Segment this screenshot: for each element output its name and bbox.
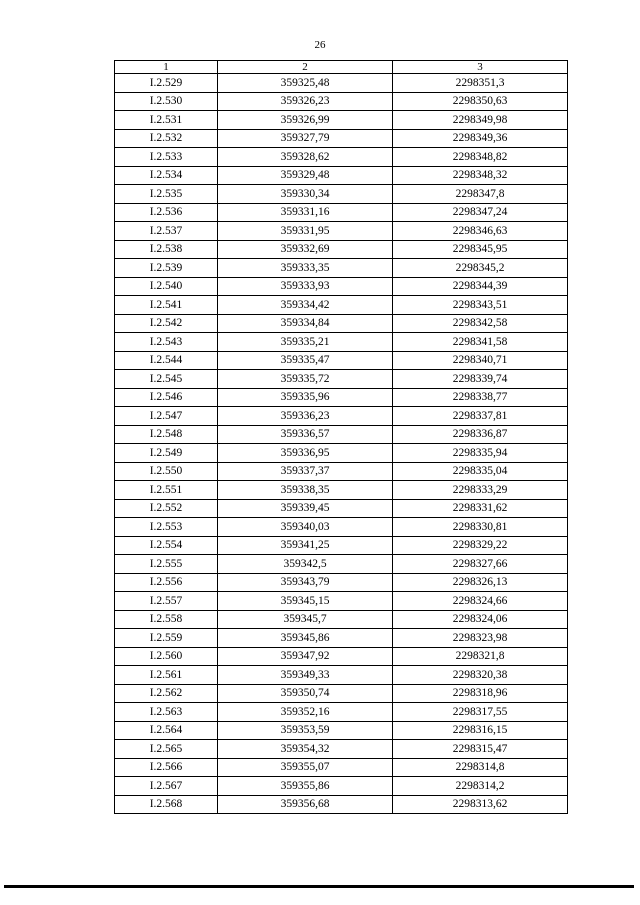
- x-coordinate-cell: 359335,21: [218, 333, 393, 352]
- x-coordinate-cell: 359345,86: [218, 629, 393, 648]
- x-coordinate-cell: 359331,16: [218, 203, 393, 222]
- table-row: [115, 518, 568, 537]
- x-coordinate-cell: 359326,23: [218, 92, 393, 111]
- table-row: [115, 166, 568, 185]
- point-id-cell: I.2.534: [115, 166, 218, 185]
- table-row: [115, 111, 568, 130]
- y-coordinate-cell: 2298331,62: [393, 499, 568, 518]
- x-coordinate-cell: 359334,42: [218, 296, 393, 315]
- column-header-point: 1: [115, 61, 218, 74]
- y-coordinate-cell: 2298349,98: [393, 111, 568, 130]
- y-coordinate-cell: 2298324,06: [393, 610, 568, 629]
- point-id-cell: I.2.568: [115, 795, 218, 814]
- x-coordinate-cell: 359353,59: [218, 721, 393, 740]
- y-coordinate-cell: 2298315,47: [393, 740, 568, 759]
- point-id-cell: I.2.536: [115, 203, 218, 222]
- point-id-cell: I.2.563: [115, 703, 218, 722]
- y-coordinate-cell: 2298317,55: [393, 703, 568, 722]
- point-id-cell: I.2.535: [115, 185, 218, 204]
- y-coordinate-cell: 2298351,3: [393, 74, 568, 93]
- table-row: [115, 296, 568, 315]
- y-coordinate-cell: 2298314,2: [393, 777, 568, 796]
- table-header: [115, 61, 568, 74]
- point-id-cell: I.2.546: [115, 388, 218, 407]
- point-id-cell: I.2.554: [115, 536, 218, 555]
- y-coordinate-cell: 2298348,32: [393, 166, 568, 185]
- y-coordinate-cell: 2298316,15: [393, 721, 568, 740]
- table-row: [115, 721, 568, 740]
- x-coordinate-cell: 359345,7: [218, 610, 393, 629]
- y-coordinate-cell: 2298350,63: [393, 92, 568, 111]
- table-row: [115, 185, 568, 204]
- table-row: [115, 777, 568, 796]
- y-coordinate-cell: 2298318,96: [393, 684, 568, 703]
- table-row: [115, 666, 568, 685]
- x-coordinate-cell: 359329,48: [218, 166, 393, 185]
- table-row: [115, 610, 568, 629]
- y-coordinate-cell: 2298329,22: [393, 536, 568, 555]
- point-id-cell: I.2.557: [115, 592, 218, 611]
- x-coordinate-cell: 359335,96: [218, 388, 393, 407]
- table-row: [115, 499, 568, 518]
- y-coordinate-cell: 2298342,58: [393, 314, 568, 333]
- y-coordinate-cell: 2298347,24: [393, 203, 568, 222]
- point-id-cell: I.2.531: [115, 111, 218, 130]
- table-row: [115, 684, 568, 703]
- y-coordinate-cell: 2298314,8: [393, 758, 568, 777]
- table-row: [115, 573, 568, 592]
- table-row: [115, 795, 568, 814]
- x-coordinate-cell: 359333,35: [218, 259, 393, 278]
- point-id-cell: I.2.558: [115, 610, 218, 629]
- x-coordinate-cell: 359356,68: [218, 795, 393, 814]
- table-row: [115, 462, 568, 481]
- table-row: [115, 592, 568, 611]
- point-id-cell: I.2.553: [115, 518, 218, 537]
- point-id-cell: I.2.542: [115, 314, 218, 333]
- x-coordinate-cell: 359347,92: [218, 647, 393, 666]
- table-row: [115, 222, 568, 241]
- y-coordinate-cell: 2298346,63: [393, 222, 568, 241]
- point-id-cell: I.2.551: [115, 481, 218, 500]
- y-coordinate-cell: 2298338,77: [393, 388, 568, 407]
- x-coordinate-cell: 359355,86: [218, 777, 393, 796]
- y-coordinate-cell: 2298333,29: [393, 481, 568, 500]
- table-row: [115, 148, 568, 167]
- table-row: [115, 444, 568, 463]
- x-coordinate-cell: 359343,79: [218, 573, 393, 592]
- x-coordinate-cell: 359340,03: [218, 518, 393, 537]
- x-coordinate-cell: 359355,07: [218, 758, 393, 777]
- point-id-cell: I.2.544: [115, 351, 218, 370]
- column-header-y: 3: [393, 61, 568, 74]
- x-coordinate-cell: 359331,95: [218, 222, 393, 241]
- point-id-cell: I.2.533: [115, 148, 218, 167]
- x-coordinate-cell: 359328,62: [218, 148, 393, 167]
- table-row: [115, 388, 568, 407]
- y-coordinate-cell: 2298321,8: [393, 647, 568, 666]
- x-coordinate-cell: 359336,57: [218, 425, 393, 444]
- x-coordinate-cell: 359342,5: [218, 555, 393, 574]
- x-coordinate-cell: 359350,74: [218, 684, 393, 703]
- point-id-cell: I.2.561: [115, 666, 218, 685]
- point-id-cell: I.2.545: [115, 370, 218, 389]
- x-coordinate-cell: 359335,72: [218, 370, 393, 389]
- point-id-cell: I.2.530: [115, 92, 218, 111]
- point-id-cell: I.2.559: [115, 629, 218, 648]
- y-coordinate-cell: 2298320,38: [393, 666, 568, 685]
- y-coordinate-cell: 2298344,39: [393, 277, 568, 296]
- x-coordinate-cell: 359336,23: [218, 407, 393, 426]
- table-row: [115, 203, 568, 222]
- point-id-cell: I.2.565: [115, 740, 218, 759]
- y-coordinate-cell: 2298343,51: [393, 296, 568, 315]
- y-coordinate-cell: 2298335,04: [393, 462, 568, 481]
- table-body: [115, 74, 568, 814]
- table-row: [115, 536, 568, 555]
- x-coordinate-cell: 359334,84: [218, 314, 393, 333]
- x-coordinate-cell: 359338,35: [218, 481, 393, 500]
- point-id-cell: I.2.543: [115, 333, 218, 352]
- point-id-cell: I.2.550: [115, 462, 218, 481]
- point-id-cell: I.2.562: [115, 684, 218, 703]
- x-coordinate-cell: 359349,33: [218, 666, 393, 685]
- table-row: [115, 647, 568, 666]
- point-id-cell: I.2.541: [115, 296, 218, 315]
- y-coordinate-cell: 2298335,94: [393, 444, 568, 463]
- table-row: [115, 407, 568, 426]
- x-coordinate-cell: 359341,25: [218, 536, 393, 555]
- coordinates-table: [114, 60, 568, 814]
- point-id-cell: I.2.567: [115, 777, 218, 796]
- y-coordinate-cell: 2298324,66: [393, 592, 568, 611]
- table-row: [115, 259, 568, 278]
- y-coordinate-cell: 2298323,98: [393, 629, 568, 648]
- point-id-cell: I.2.555: [115, 555, 218, 574]
- y-coordinate-cell: 2298347,8: [393, 185, 568, 204]
- y-coordinate-cell: 2298345,95: [393, 240, 568, 259]
- footer-rule: [4, 885, 634, 888]
- table-row: [115, 277, 568, 296]
- table-row: [115, 425, 568, 444]
- y-coordinate-cell: 2298337,81: [393, 407, 568, 426]
- table-row: [115, 333, 568, 352]
- table-row: [115, 92, 568, 111]
- point-id-cell: I.2.538: [115, 240, 218, 259]
- point-id-cell: I.2.537: [115, 222, 218, 241]
- point-id-cell: I.2.566: [115, 758, 218, 777]
- x-coordinate-cell: 359354,32: [218, 740, 393, 759]
- y-coordinate-cell: 2298341,58: [393, 333, 568, 352]
- x-coordinate-cell: 359335,47: [218, 351, 393, 370]
- table-row: [115, 74, 568, 93]
- x-coordinate-cell: 359325,48: [218, 74, 393, 93]
- x-coordinate-cell: 359336,95: [218, 444, 393, 463]
- point-id-cell: I.2.540: [115, 277, 218, 296]
- x-coordinate-cell: 359330,34: [218, 185, 393, 204]
- table-row: [115, 740, 568, 759]
- y-coordinate-cell: 2298339,74: [393, 370, 568, 389]
- table-row: [115, 555, 568, 574]
- point-id-cell: I.2.564: [115, 721, 218, 740]
- table-row: [115, 370, 568, 389]
- y-coordinate-cell: 2298349,36: [393, 129, 568, 148]
- table-row: [115, 129, 568, 148]
- point-id-cell: I.2.539: [115, 259, 218, 278]
- x-coordinate-cell: 359333,93: [218, 277, 393, 296]
- table-row: [115, 240, 568, 259]
- table-row: [115, 314, 568, 333]
- x-coordinate-cell: 359326,99: [218, 111, 393, 130]
- point-id-cell: I.2.548: [115, 425, 218, 444]
- x-coordinate-cell: 359332,69: [218, 240, 393, 259]
- point-id-cell: I.2.552: [115, 499, 218, 518]
- point-id-cell: I.2.556: [115, 573, 218, 592]
- y-coordinate-cell: 2298348,82: [393, 148, 568, 167]
- x-coordinate-cell: 359337,37: [218, 462, 393, 481]
- x-coordinate-cell: 359345,15: [218, 592, 393, 611]
- column-header-x: 2: [218, 61, 393, 74]
- y-coordinate-cell: 2298327,66: [393, 555, 568, 574]
- point-id-cell: I.2.549: [115, 444, 218, 463]
- x-coordinate-cell: 359339,45: [218, 499, 393, 518]
- table-row: [115, 703, 568, 722]
- y-coordinate-cell: 2298326,13: [393, 573, 568, 592]
- point-id-cell: I.2.529: [115, 74, 218, 93]
- y-coordinate-cell: 2298330,81: [393, 518, 568, 537]
- page-number: 26: [314, 39, 326, 51]
- table-row: [115, 351, 568, 370]
- table-row: [115, 629, 568, 648]
- point-id-cell: I.2.532: [115, 129, 218, 148]
- y-coordinate-cell: 2298313,62: [393, 795, 568, 814]
- point-id-cell: I.2.560: [115, 647, 218, 666]
- table-row: [115, 758, 568, 777]
- y-coordinate-cell: 2298336,87: [393, 425, 568, 444]
- header-row: [115, 61, 568, 74]
- table-row: [115, 481, 568, 500]
- point-id-cell: I.2.547: [115, 407, 218, 426]
- y-coordinate-cell: 2298345,2: [393, 259, 568, 278]
- x-coordinate-cell: 359352,16: [218, 703, 393, 722]
- x-coordinate-cell: 359327,79: [218, 129, 393, 148]
- y-coordinate-cell: 2298340,71: [393, 351, 568, 370]
